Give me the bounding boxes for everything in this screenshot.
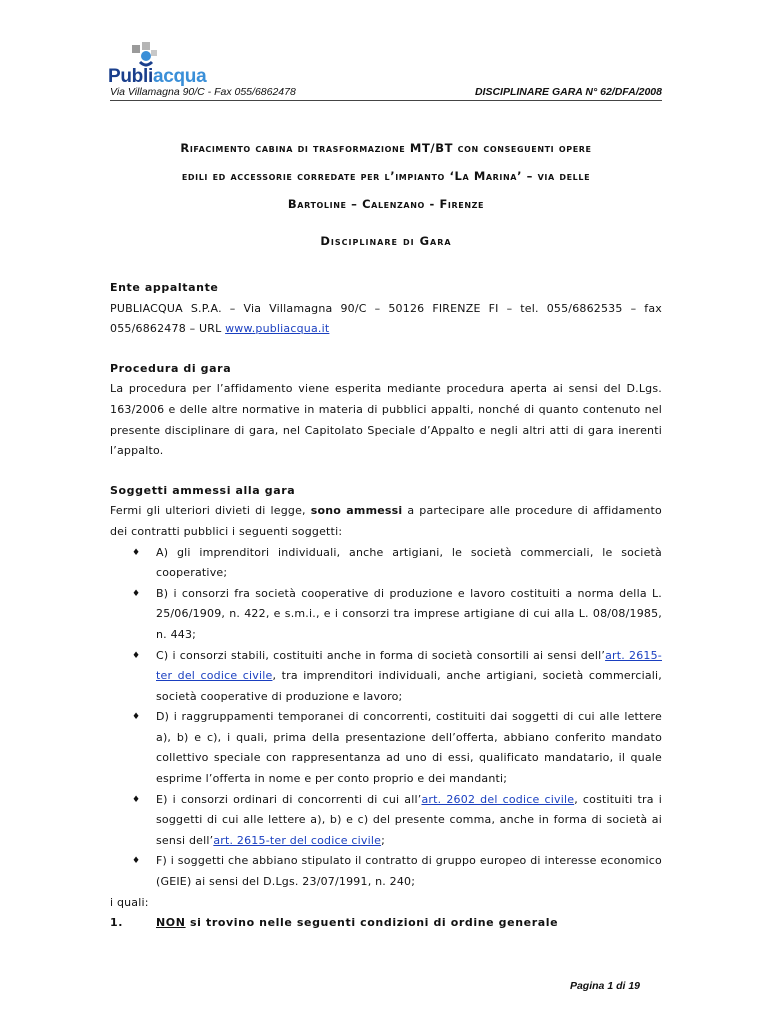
- paragraph: PUBLIACQUA S.P.A. – Via Villamagna 90/C – 50126 FIRENZE FI – tel. 055/6862535 – fax 055/6862478 – URL www.publiacqua.it: [110, 301, 662, 336]
- diamond-bullet-icon: ♦: [132, 712, 141, 723]
- paragraph: i quali:: [110, 895, 149, 909]
- section-soggetti: [110, 481, 662, 934]
- numbered-item: 1. NON si trovino nelle seguenti condizioni di ordine generale: [110, 916, 559, 930]
- document-title: Rifacimento cabina di trasformazione MT/BT con conseguenti opere edili ed accessorie corredate per l’impianto ‘La Marina’ – via delle Bartoline – Calenzano - Firenze: [180, 141, 592, 211]
- list-item: ♦ A) gli imprenditori individuali, anche artigiani, le società commerciali, le società cooperative;: [110, 543, 662, 584]
- logo-mark-icon: [130, 42, 160, 68]
- website-link[interactable]: www.publiacqua.it: [225, 322, 330, 336]
- list-item: ♦ E) i consorzi ordinari di concorrenti di cui all’art. 2602 del codice civile, costituiti tra i soggetti di cui alle lettere a), b) e c) del presente comma, anche in forma di società ai sensi dell’art. 2615-ter del codice civile;: [110, 790, 662, 852]
- diamond-bullet-icon: ♦: [132, 547, 141, 558]
- diamond-bullet-icon: ♦: [132, 856, 141, 867]
- civil-code-link[interactable]: art. 2615-ter del codice civile: [213, 833, 382, 847]
- list-item: ♦ F) i soggetti che abbiano stipulato il contratto di gruppo europeo di interesse economico (GEIE) ai sensi del D.Lgs. 23/07/1991, n. 240;: [110, 851, 662, 892]
- civil-code-link[interactable]: art. 2615-ter del codice civile: [156, 648, 662, 683]
- section-procedura: [110, 359, 662, 462]
- page-number: Pagina 1 di 19: [569, 980, 640, 992]
- civil-code-link[interactable]: art. 2602 del codice civile: [421, 792, 575, 806]
- list-item: ♦ B) i consorzi fra società cooperative di produzione e lavoro costituiti a norma della L. 25/06/1909, n. 422, e s.m.i., e i consorzi tra imprese artigiane di cui alla L. 08/08/1985, n. 443;: [110, 584, 662, 646]
- header-address: Via Villamagna 90/C - Fax 055/6862478: [110, 86, 296, 98]
- logo-text: Publiacqua: [108, 66, 207, 87]
- list-item: ♦ D) i raggruppamenti temporanei di concorrenti, costituiti dai soggetti di cui alle lettere a), b) e c), i quali, prima della presentazione dell’offerta, abbiano conferito mandato collettivo speciale con rappresentanza ad uno di essi, qualificato mandatario, il quale esprime l’offerta in nome e per conto proprio e dei mandanti;: [110, 707, 662, 789]
- header-reference: DISCIPLINARE GARA N° 62/DFA/2008: [474, 86, 662, 98]
- section-heading: Soggetti ammessi alla gara: [110, 483, 296, 497]
- paragraph: La procedura per l’affidamento viene esperita mediante procedura aperta ai sensi del D.Lgs. 163/2006 e delle altre normative in materia di pubblici appalti, nonché di quanto contenuto nel presente disciplinare di gara, nel Capitolato Speciale d’Appalto e negli altri atti di gara inerenti l’appalto.: [110, 382, 662, 458]
- section-heading: Ente appaltante: [110, 281, 219, 294]
- diamond-bullet-icon: ♦: [132, 794, 141, 805]
- diamond-bullet-icon: ♦: [132, 650, 141, 661]
- document-subtitle: Disciplinare di Gara: [320, 234, 452, 248]
- document-body: [110, 278, 662, 953]
- header-divider: [110, 100, 662, 101]
- list-item: ♦ C) i consorzi stabili, costituiti anche in forma di società consortili ai sensi dell’art. 2615-ter del codice civile, tra imprenditori individuali, anche artigiani, società commerciali, società cooperative di produzione e lavoro;: [110, 646, 662, 708]
- subjects-list: [110, 543, 662, 893]
- section-heading: Procedura di gara: [110, 361, 232, 375]
- paragraph: Fermi gli ulteriori divieti di legge, sono ammessi a partecipare alle procedure di affidamento dei contratti pubblici i seguenti soggetti:: [110, 504, 662, 538]
- diamond-bullet-icon: ♦: [132, 588, 141, 599]
- section-ente: [110, 278, 662, 340]
- publiacqua-logo: [108, 42, 207, 90]
